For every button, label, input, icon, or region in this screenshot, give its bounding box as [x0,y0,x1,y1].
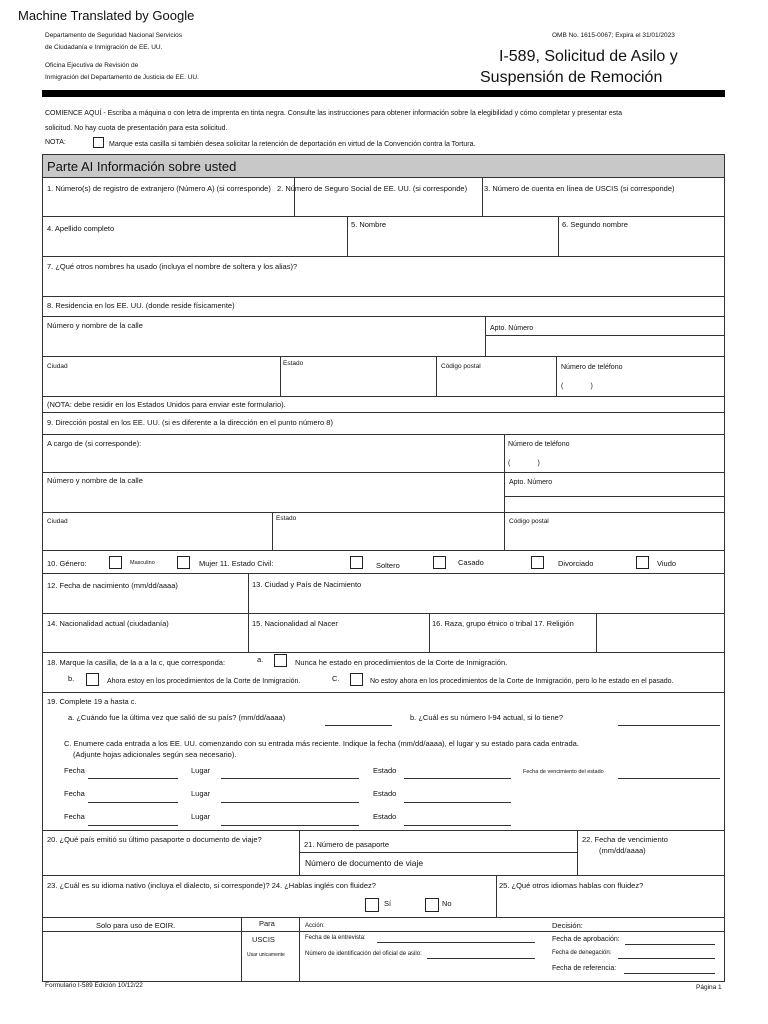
rule [42,613,725,614]
rule [42,396,725,397]
field-3-label: 3. Número de cuenta en línea de USCIS (si corresponde) [484,184,675,193]
entry2-date-input[interactable] [88,802,178,803]
field-8-label: 8. Residencia en los EE. UU. (donde reside físicamente) [47,301,235,310]
interview-date-input[interactable] [377,942,535,943]
rule [42,573,725,574]
a-number-input[interactable] [43,195,293,215]
field-23-24-label: 23. ¿Cuál es su idioma nativo (incluya el dialecto, si corresponde)? 24. ¿Hablas inglés con fluidez? [47,881,376,890]
eoir-use-label: Solo para uso de EOIR. [96,921,176,930]
rule [556,356,557,396]
note-label: NOTA: [45,139,66,146]
court-never-checkbox[interactable] [274,654,287,667]
english-yes-checkbox[interactable] [365,898,379,912]
english-no-checkbox[interactable] [425,898,439,912]
residence-city-label: Ciudad [47,363,68,370]
entry1-place-label: Lugar [191,766,211,775]
residence-city-input[interactable] [43,374,279,395]
agency-doj-line2: Inmigración del Departamento de Justicia de EE. UU. [45,74,199,81]
gender-male-checkbox[interactable] [109,556,122,569]
ssn-input[interactable] [296,195,481,215]
rule [42,550,725,551]
rule [42,316,725,317]
native-language-input[interactable] [43,893,343,916]
court-past-checkbox[interactable] [350,673,363,686]
rule [42,830,725,831]
birth-nationality-input[interactable] [250,631,428,651]
mailing-city-label: Ciudad [47,518,68,525]
footer-edition: Formulario I-589 Edición 10/12/22 [45,982,143,989]
travel-doc-input[interactable] [456,854,576,874]
mailing-phone-paren: ( ) [508,460,540,467]
field-25-label: 25. ¿Qué otros idiomas hablas con fluidez? [499,881,644,890]
rule [504,496,725,497]
rule [42,692,725,693]
field-9-label: 9. Dirección postal en los EE. UU. (si es diferente a la dirección en el punto número 8) [47,418,333,427]
rule [294,177,295,216]
residence-note: (NOTA: debe residir en los Estados Unidos para enviar este formulario). [47,400,286,409]
marital-widowed-checkbox[interactable] [636,556,649,569]
field-7-label: 7. ¿Qué otros nombres ha usado (incluya el nombre de soltera y los alias)? [47,262,298,271]
cat-withholding-text: Marque esta casilla si también desea solicitar la retención de deportación en virtud de la Convención contra la Tortura. [109,141,476,148]
status-expiration-label: Fecha de vencimiento del estado [523,769,604,775]
rule [42,512,725,513]
field-4-label: 4. Apellido completo [47,224,115,233]
uscis-account-input[interactable] [484,195,724,215]
rule [482,177,483,216]
mailing-city-input[interactable] [43,528,271,549]
rule [485,335,725,336]
mailing-phone-label: Número de teléfono [508,441,570,448]
part-a-header [43,155,724,177]
rule [42,412,725,413]
i94-number-input[interactable] [618,725,720,726]
entry1-place-input[interactable] [221,778,359,779]
entry3-place-label: Lugar [191,812,211,821]
uscis-label: USCIS [252,935,275,944]
field-6-label: 6. Segundo nombre [562,220,628,229]
rule [272,512,273,550]
first-name-input[interactable] [349,232,557,255]
field-18b-text: Ahora estoy en los procedimientos de la Corte de Inmigración. [107,678,301,685]
rule [558,216,559,256]
gender-female-checkbox[interactable] [177,556,190,569]
officer-id-input[interactable] [427,958,535,959]
entry3-status-input[interactable] [404,825,511,826]
para-label: Para [259,919,275,928]
field-18c-text: No estoy ahora en los procedimientos de la Corte de Inmigración, pero lo he estado en el pasado. [370,678,674,685]
care-of-label: A cargo de (si corresponde): [47,439,142,448]
field-19-label: 19. Complete 19 a hasta c. [47,697,137,706]
entry3-date-input[interactable] [88,825,178,826]
intro-line2: solicitud. No hay cuota de presentación para esta solicitud. [45,125,228,132]
officer-id-label: Número de identificación del oficial de asilo: [305,951,422,957]
rule [248,573,249,613]
agency-dhs-line2: de Ciudadanía e Inmigración de EE. UU. [45,44,163,51]
entry2-place-label: Lugar [191,789,211,798]
entry3-date-label: Fecha [64,812,85,821]
field-22-format: (mm/dd/aaaa) [599,846,646,855]
mailing-zip-input[interactable] [506,528,724,549]
form-title-line1: I-589, Solicitud de Asilo y [499,48,678,65]
intro-line1: COMIENCE AQUÍ - Escriba a máquina o con letra de imprenta en tinta negra. Consulte las instrucciones para obtener información sobre la elegibilidad y cómo completar y presentar esta [45,110,623,117]
rule [280,356,281,396]
entry3-place-input[interactable] [221,825,359,826]
gender-male-label: Masculino [130,560,155,566]
residence-phone-label: Número de teléfono [561,364,623,371]
mailing-state-input[interactable] [274,528,503,549]
care-of-input[interactable] [43,450,503,471]
field-22-label: 22. Fecha de vencimiento [582,835,668,844]
other-languages-input[interactable] [498,893,724,916]
title-rule [42,90,725,97]
last-departure-input[interactable] [325,725,392,726]
decision-label: Decisión: [552,921,583,930]
machine-translated-banner: Machine Translated by Google [18,8,195,23]
interview-date-label: Fecha de la entrevista: [305,935,366,941]
omb-number: OMB No. 1615-0067; Expira el 31/01/2023 [552,32,675,39]
residence-phone-paren: ( ) [561,383,593,390]
mailing-phone-input[interactable] [520,454,724,471]
cat-withholding-checkbox[interactable] [93,137,104,148]
field-18b-letter: b. [68,674,75,683]
rule [42,472,725,473]
marital-divorced-checkbox[interactable] [531,556,544,569]
marital-widowed-label: Viudo [657,559,677,568]
field-10-label: 10. Género: [47,559,87,568]
field-18a-text: Nunca he estado en procedimientos de la Corte de Inmigración. [295,658,508,667]
mailing-apt-input[interactable] [506,498,724,511]
marital-married-checkbox[interactable] [433,556,446,569]
rule [248,613,249,652]
birth-date-input[interactable] [43,593,247,612]
rule [241,917,242,982]
rule [42,434,725,435]
rule [42,177,725,178]
residence-zip-label: Código postal [441,363,481,370]
passport-expiration-input[interactable] [579,858,724,874]
residence-zip-input[interactable] [438,374,555,395]
rule [42,296,725,297]
approval-date-input[interactable] [625,944,715,945]
english-yes-label: Sí [384,899,392,908]
field-14-label: 14. Nacionalidad actual (ciudadanía) [47,619,169,628]
residence-phone-input[interactable] [575,378,724,395]
passport-number-input[interactable] [396,834,576,851]
court-now-checkbox[interactable] [86,673,99,686]
rule [42,216,725,217]
entry1-status-label: Estado [373,766,397,775]
rule [504,512,505,550]
field-12-label: 12. Fecha de nacimiento (mm/dd/aaaa) [47,581,178,590]
english-no-label: No [442,899,452,908]
rule [429,613,430,652]
entry1-date-input[interactable] [88,778,178,779]
form-title-line2: Suspensión de Remoción [480,69,663,86]
marital-single-checkbox[interactable] [350,556,363,569]
female-marital-label: Mujer 11. Estado Civil: [199,559,274,568]
field-20-label: 20. ¿Qué país emitió su último pasaporte o documento de viaje? [47,835,262,844]
field-1-label: 1. Número(s) de registro de extranjero (Número A) (si corresponde) [47,184,271,193]
rule [496,875,497,917]
field-13-label: 13. Ciudad y País de Nacimiento [252,580,362,589]
rule [485,316,486,356]
other-names-input[interactable] [43,274,724,295]
field-18a-letter: a. [257,655,264,664]
field-19b-label: b. ¿Cuál es su número I-94 actual, si lo tiene? [410,713,563,722]
rule [42,256,725,257]
residence-street-label: Número y nombre de la calle [47,321,143,330]
residence-state-label: Estado [283,360,304,367]
mailing-street-input[interactable] [43,489,503,511]
field-19a-label: a. ¿Cuándo fue la última vez que salió de su país? (mm/dd/aaaa) [68,713,286,722]
field-2-label: 2. Número de Seguro Social de EE. UU. (si corresponde) [277,184,468,193]
status-expiration-input[interactable] [618,778,720,779]
mailing-state-label: Estado [276,515,297,522]
rule [299,852,577,853]
field-18-label: 18. Marque la casilla, de la a a la c, que corresponda: [47,658,226,667]
rule [42,652,725,653]
denial-date-label: Fecha de denegación: [552,950,612,956]
rule [42,875,725,876]
field-5-label: 5. Nombre [351,220,387,229]
rule [596,613,597,652]
part-a-title: Parte AI Información sobre usted [47,159,237,174]
entry2-date-label: Fecha [64,789,85,798]
rule [436,356,437,396]
entry2-status-label: Estado [373,789,397,798]
entry1-status-input[interactable] [404,778,511,779]
only-use-label: Usar unicamente [247,952,285,958]
agency-doj-line1: Oficina Ejecutiva de Revisión de [45,62,139,69]
entry2-place-input[interactable] [221,802,359,803]
marital-divorced-label: Divorciado [558,559,594,568]
field-21-label: 21. Número de pasaporte [304,840,390,849]
entry3-status-label: Estado [373,812,397,821]
rule [42,356,725,357]
mailing-zip-label: Código postal [509,518,549,525]
field-15-label: 15. Nacionalidad al Nacer [252,619,338,628]
religion-input[interactable] [598,631,724,651]
footer-page-number: Página 1 [696,984,722,991]
residence-apt-input[interactable] [487,337,724,355]
field-19c-line1: C. Enumere cada entrada a los EE. UU. comenzando con su entrada más reciente. Indique la fecha (mm/dd/aaaa), el lugar y su estado para cada entrada. [64,739,579,748]
field-19c-line2: (Adjunte hojas adicionales según sea necesario). [73,750,237,759]
agency-dhs-line1: Departamento de Seguridad Nacional Servicios [45,32,182,39]
entry2-status-input[interactable] [404,802,511,803]
marital-married-label: Casado [458,558,484,567]
nationality-input[interactable] [43,631,247,651]
mailing-apt-label: Apto. Número [509,479,553,486]
mailing-street-label: Número y nombre de la calle [47,476,143,485]
residence-state-input[interactable] [282,374,435,395]
rule [299,917,300,982]
rule [577,830,578,875]
residence-street-input[interactable] [43,334,484,355]
middle-name-input[interactable] [560,232,724,255]
denial-date-input[interactable] [618,958,715,959]
approval-date-label: Fecha de aprobación: [552,936,620,943]
rule [504,434,505,512]
action-label: Acción: [305,923,325,929]
marital-single-label: Soltero [376,561,400,570]
birth-place-input[interactable] [250,593,724,612]
field-18c-letter: C. [332,674,340,683]
passport-country-input[interactable] [43,848,298,874]
entry1-date-label: Fecha [64,766,85,775]
travel-doc-label: Número de documento de viaje [305,858,424,868]
residence-apt-label: Apto. Número [490,325,534,332]
last-name-input[interactable] [43,236,346,255]
referral-date-input[interactable] [624,973,715,974]
rule [299,830,300,875]
referral-date-label: Fecha de referencia: [552,965,617,972]
field-16-17-label: 16. Raza, grupo étnico o tribal 17. Religión [432,619,574,628]
rule [347,216,348,256]
race-input[interactable] [431,631,595,651]
